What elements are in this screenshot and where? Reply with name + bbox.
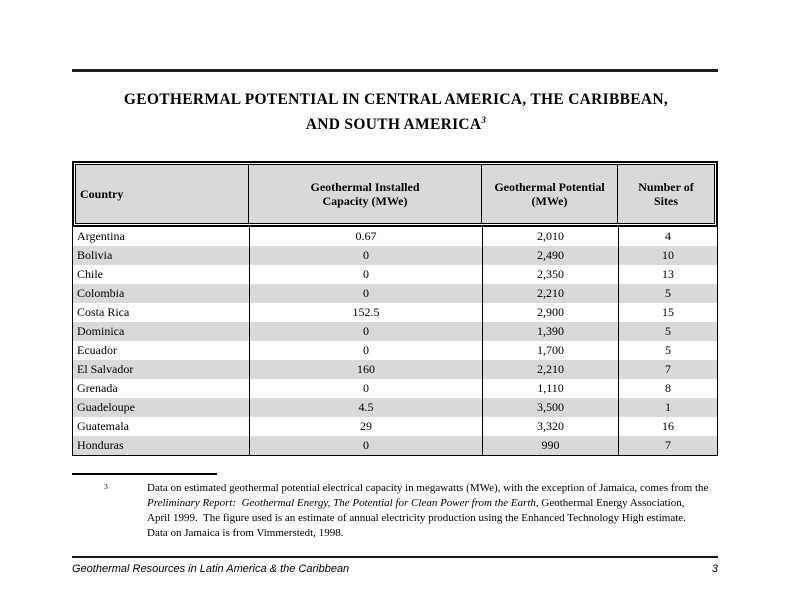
cell-installed: 0: [250, 436, 483, 455]
column-header-line: Sites: [654, 194, 678, 208]
cell-installed: 0: [250, 322, 483, 341]
title-line-1: GEOTHERMAL POTENTIAL IN CENTRAL AMERICA, THE CARIBBEAN,: [123, 91, 669, 108]
cell-potential: 2,210: [483, 284, 619, 303]
cell-sites: 5: [665, 324, 671, 338]
geothermal-table: [72, 161, 718, 456]
column-header-sites: [618, 165, 714, 223]
footnote-text-italic-title: Preliminary Report: Geothermal Energy, The Potential for Clean Power from the Earth: [147, 497, 536, 509]
cell-country: Bolivia: [73, 246, 250, 265]
cell-country: Colombia: [73, 284, 250, 303]
cell-installed: 0: [250, 246, 483, 265]
cell-sites: 10: [662, 248, 674, 262]
cell-country: Costa Rica: [73, 303, 250, 322]
cell-installed: 160: [250, 360, 483, 379]
cell-potential: 2,900: [483, 303, 619, 322]
table-row: [73, 246, 717, 265]
table-row: [73, 284, 717, 303]
table-row: [73, 265, 717, 284]
footnote-text-plain: Data on estimated geothermal potential electrical capacity in megawatts (MWe), with the exception of Jamaica, comes from the: [147, 482, 712, 494]
column-header-potential: [482, 165, 618, 223]
footer-rule: [72, 556, 718, 558]
footnote-text-plain: , Geothermal Energy Association, April 1999. The figure used is an estimate of annual electricity production using the Enhanced Technology High estimate. Data on Jamaica is from Vimmerstedt, 1998.: [147, 497, 692, 539]
cell-sites: 7: [665, 438, 671, 452]
footer-document-title: Geothermal Resources in Latin America & the Caribbean: [72, 563, 350, 575]
footnote-marker: 3: [104, 482, 108, 491]
cell-installed: 0.67: [250, 227, 483, 246]
cell-country: El Salvador: [73, 360, 250, 379]
table-row: [73, 436, 717, 455]
column-header-country: Country: [76, 165, 249, 223]
cell-installed: 4.5: [250, 398, 483, 417]
table-body: [72, 227, 718, 456]
cell-installed: 29: [250, 417, 483, 436]
cell-country: Chile: [73, 265, 250, 284]
column-header-line: (MWe): [531, 194, 568, 208]
cell-potential: 1,390: [483, 322, 619, 341]
cell-sites: 16: [662, 419, 674, 433]
cell-potential: 990: [483, 436, 619, 455]
cell-country: Ecuador: [73, 341, 250, 360]
cell-potential: 2,350: [483, 265, 619, 284]
cell-potential: 2,010: [483, 227, 619, 246]
page-footer: [72, 563, 718, 575]
table-header: [72, 161, 718, 227]
column-header-line: Geothermal Installed: [310, 180, 420, 194]
cell-potential: 1,700: [483, 341, 619, 360]
title-line-2: AND SOUTH AMERICA: [305, 116, 482, 133]
table-row: [73, 417, 717, 436]
cell-potential: 2,210: [483, 360, 619, 379]
table-header-row: [75, 164, 715, 224]
footnote-text: [147, 481, 712, 541]
footer-page-number: 3: [711, 563, 718, 575]
cell-sites: 8: [665, 381, 671, 395]
column-header-line: Capacity (MWe): [322, 194, 408, 208]
top-rule: [72, 69, 718, 72]
cell-potential: 3,500: [483, 398, 619, 417]
column-header-line: Number of: [638, 180, 694, 194]
table-row: [73, 398, 717, 417]
cell-country: Honduras: [73, 436, 250, 455]
table-row: [73, 227, 717, 246]
cell-sites: 4: [665, 229, 671, 243]
column-header-installed-capacity: [249, 165, 482, 223]
title-footnote-reference: 3: [481, 115, 487, 125]
cell-installed: 0: [250, 341, 483, 360]
table-row: [73, 322, 717, 341]
cell-potential: 3,320: [483, 417, 619, 436]
cell-installed: 0: [250, 265, 483, 284]
table-row: [73, 341, 717, 360]
table-row: [73, 303, 717, 322]
cell-sites: 7: [665, 362, 671, 376]
cell-sites: 5: [665, 343, 671, 357]
cell-sites: 15: [662, 305, 674, 319]
cell-installed: 0: [250, 284, 483, 303]
cell-potential: 2,490: [483, 246, 619, 265]
page-title: [0, 90, 792, 135]
table-row: [73, 379, 717, 398]
cell-country: Argentina: [73, 227, 250, 246]
cell-sites: 1: [665, 400, 671, 414]
footnote-separator-rule: [72, 473, 217, 475]
cell-country: Guadeloupe: [73, 398, 250, 417]
cell-sites: 5: [665, 286, 671, 300]
cell-country: Dominica: [73, 322, 250, 341]
cell-installed: 0: [250, 379, 483, 398]
cell-country: Guatemala: [73, 417, 250, 436]
cell-potential: 1,110: [483, 379, 619, 398]
column-header-line: Geothermal Potential: [494, 180, 605, 194]
cell-installed: 152.5: [250, 303, 483, 322]
table-row: [73, 360, 717, 379]
cell-country: Grenada: [73, 379, 250, 398]
cell-sites: 13: [662, 267, 674, 281]
